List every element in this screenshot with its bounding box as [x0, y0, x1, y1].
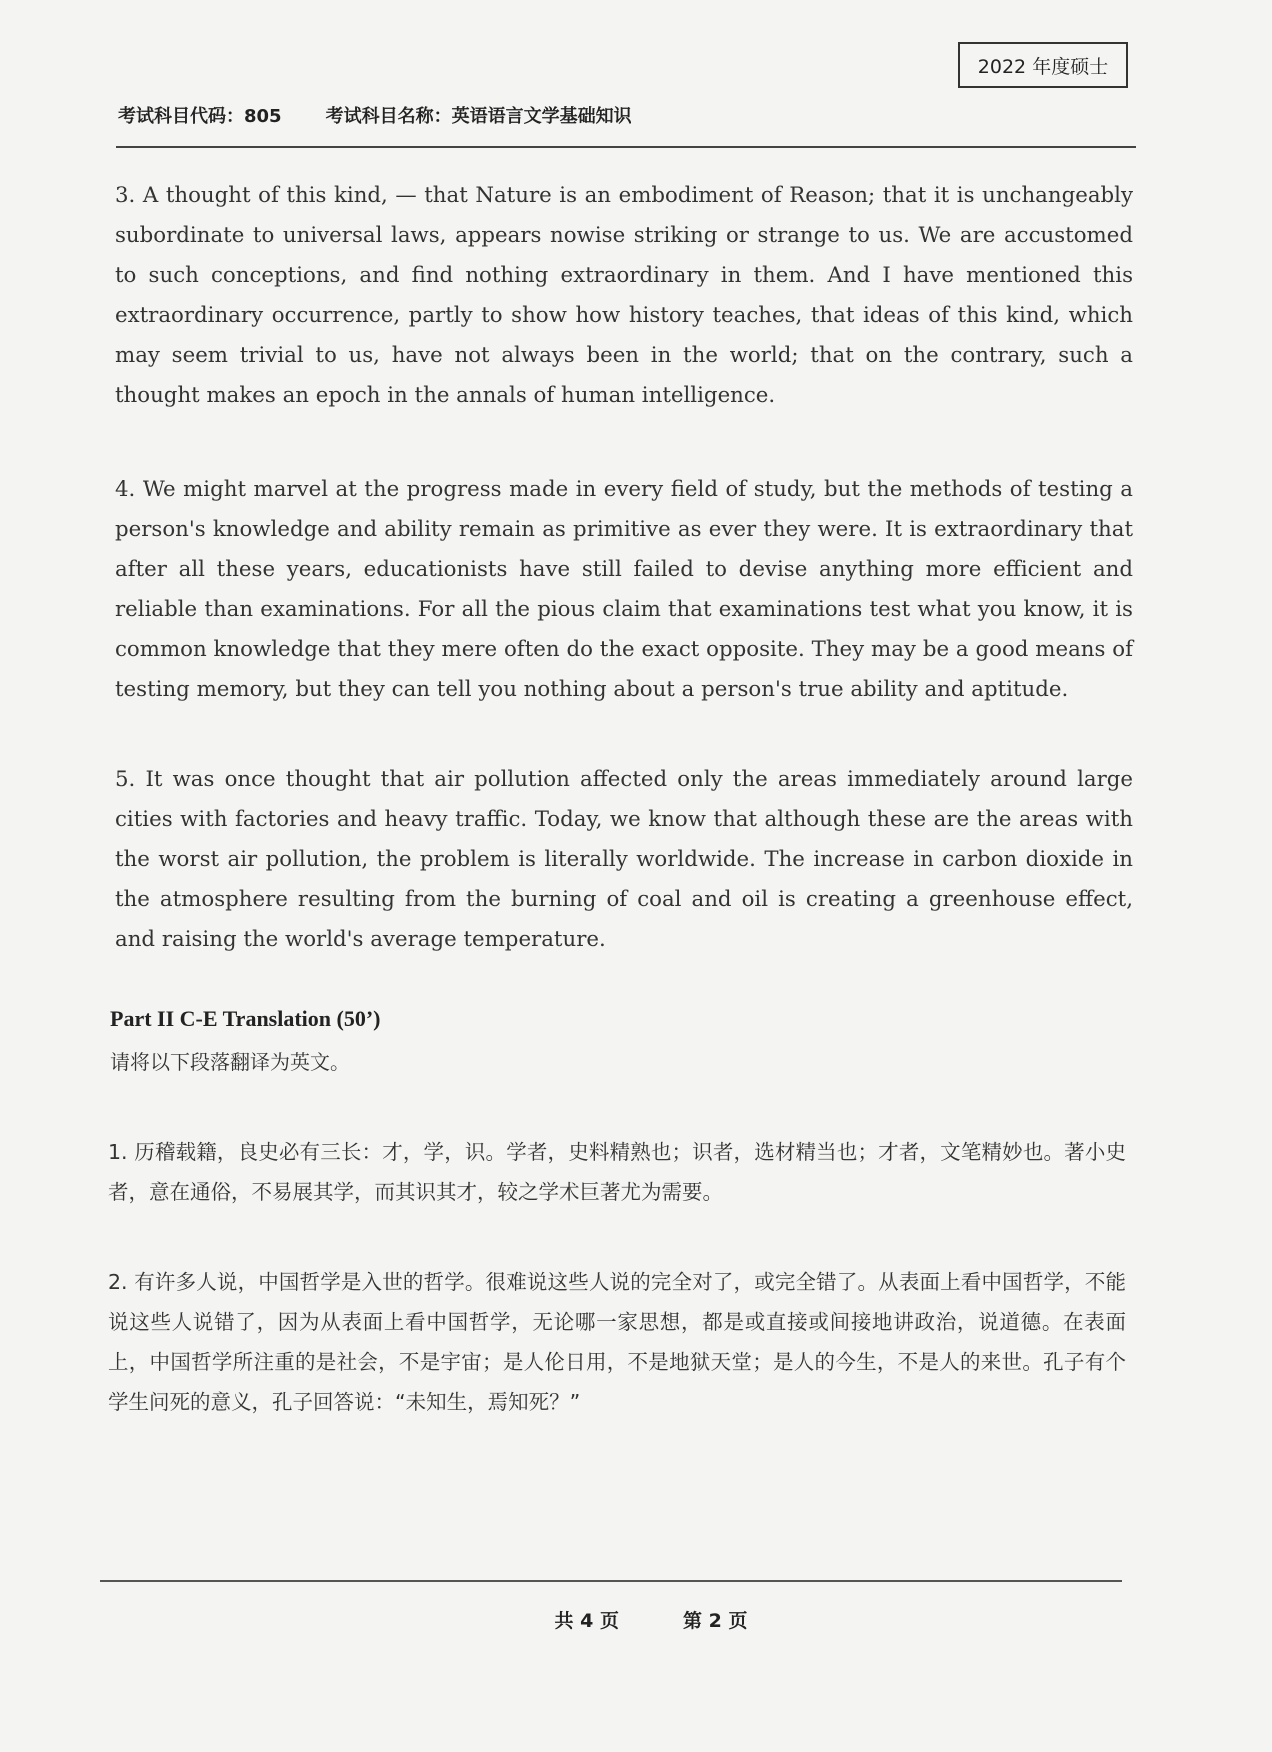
passage-4: 4. We might marvel at the progress made in every field of study, but the methods of testing a person's knowledge and ability remain as primitive as ever they were. It is extraordinary that after all these years, educationists have still failed to devise anything more efficient and reliable than examinations. For all the pious claim that examinations test what you know, it is common knowledge that they mere often do the exact opposite. They may be a good means of testing memory, but they can tell you nothing about a person's true ability and aptitude.	[115, 477, 1133, 702]
section-instruction: 请将以下段落翻译为英文。	[110, 1050, 350, 1074]
header-divider	[116, 146, 1136, 148]
page-header	[118, 102, 1136, 128]
passage-5: 5. It was once thought that air pollution affected only the areas immediately around large cities with factories and heavy traffic. Today, we know that although these are the areas with the worst air pollution, the problem is literally worldwide. The increase in carbon dioxide in the atmosphere resulting from the burning of coal and oil is creating a greenhouse effect, and raising the world's average temperature.	[115, 767, 1133, 952]
section-title: Part II C-E Translation (50’)	[110, 1006, 381, 1031]
translation-item-2: 2. 有许多人说，中国哲学是入世的哲学。很难说这些人说的完全对了，或完全错了。从表面上看中国哲学，不能说这些人说错了，因为从表面上看中国哲学，无论哪一家思想，都是或直接或间接地讲政治，说道德。在表面上，中国哲学所注重的是社会，不是宇宙；是人伦日用，不是地狱天堂；是人的今生，不是人的来世。孔子有个学生问死的意义，孔子回答说：“未知生，焉知死？”	[108, 1270, 1126, 1414]
year-label-box	[958, 42, 1128, 88]
year-label: 2022 年度硕士	[977, 55, 1109, 78]
current-page: 第 2 页	[683, 1610, 748, 1632]
page-footer	[0, 1606, 1272, 1633]
translation-item-1: 1. 历稽载籍，良史必有三长：才，学，识。学者，史料精熟也；识者，选材精当也；才者，文笔精妙也。著小史者，意在通俗，不易展其学，而其识其才，较之学术巨著尤为需要。	[108, 1140, 1126, 1204]
subject-code: 考试科目代码：805	[118, 106, 282, 127]
total-pages: 共 4 页	[554, 1610, 619, 1632]
subject-name: 考试科目名称：英语语言文学基础知识	[325, 106, 632, 127]
passage-3: 3. A thought of this kind, — that Nature is an embodiment of Reason; that it is unchangeably subordinate to universal laws, appears nowise striking or strange to us. We are accustomed to such conceptions, and find nothing extraordinary in them. And I have mentioned this extraordinary occurrence, partly to show how history teaches, that ideas of this kind, which may seem trivial to us, have not always been in the world; that on the contrary, such a thought makes an epoch in the annals of human intelligence.	[115, 183, 1133, 408]
footer-divider	[100, 1580, 1122, 1582]
